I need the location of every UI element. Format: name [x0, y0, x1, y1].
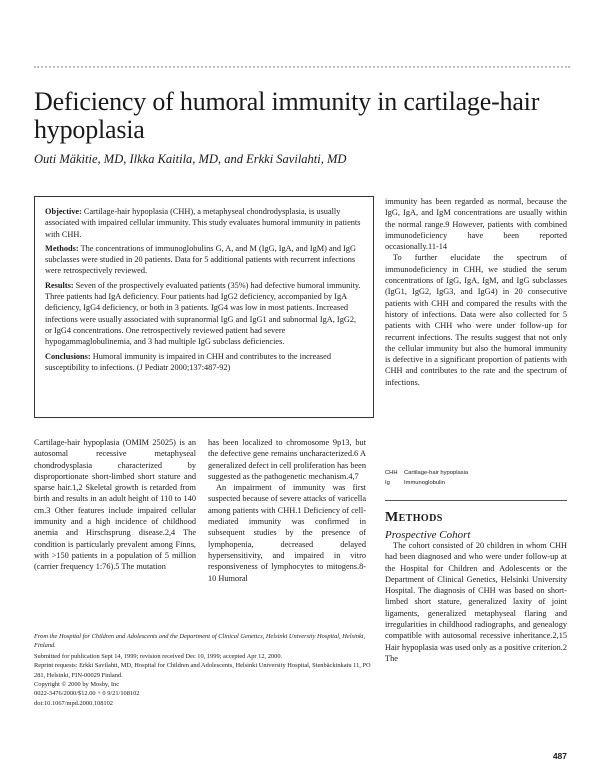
- abstract-conclusions: Conclusions: Humoral immunity is impaired in CHH and contributes to the increased susceptibility to infections. (J Pediatr 2000;137:487-92): [45, 351, 331, 372]
- intro-paragraph-3: To further elucidate the spectrum of immunodeficiency in CHH, we studied the serum concentrations of IgG, IgA, IgM, and IgG subclasses (IgG1, IgG2, IgG3, and IgG4) in 20 consecutive patients with CHH and compared the results with the history of infections. Data were also collected for 5 patients with CHH who were under follow-up for recurrent infections. The results suggest that not only the cellular immunity but also the humoral immunity is defective in a significant proportion of patients with CHH and contributes to the rate and the spectrum of infections.: [385, 253, 567, 387]
- doi-line: doi:10.1067/mpd.2000.108102: [34, 699, 113, 707]
- reprint-requests: Reprint requests: Erkki Savilahti, MD, Hospital for Children and Adolescents, Helsinki University Hospital, Stenbäckinkatu 11, PO 281, Helsinki, FIN-00029 Finland.: [34, 662, 371, 679]
- issn-line: 0022-3476/2000/$12.00 + 0 9/21/108102: [34, 690, 140, 698]
- body-column-1: [34, 437, 196, 573]
- intro-paragraph-1-cont: has been localized to chromosome 9p13, but the defective gene remains uncharacterized.6 A generalized defect in cell proliferation has been suggested as the pathogenetic mechanism.4,7: [208, 438, 366, 481]
- body-column-2: [208, 437, 366, 584]
- methods-paragraph-1: The cohort consisted of 20 children in whom CHH had been diagnosed and who were under follow-up at the Hospital for Children and Adolescents or the Department of Clinical Genetics, Helsinki University Hospital. The diagnosis of CHH was based on short-limbed short stature, generalized laxity of joint ligaments, generalized metaphyseal flaring and irregularities in childhood radiographs, and genealogy compatible with autosomal recessive inheritance.2,15 Hair hypoplasia was used only as a positive criterion.2 The: [385, 541, 567, 663]
- methods-heading: Methods: [385, 510, 443, 525]
- body-column-4: [385, 540, 567, 664]
- prospective-cohort-heading: Prospective Cohort: [385, 529, 471, 541]
- body-column-3: [385, 196, 567, 388]
- page-number: 487: [552, 751, 567, 761]
- abstract-methods: Methods: The concentrations of immunoglobulins G, A, and M (IgG, IgA, and IgM) and IgG subclasses were studied in 20 patients. Data for 5 additional patients with recurrent infections were retrospectively reviewed.: [45, 243, 356, 276]
- abbreviation-row: CHH Cartilage-hair hypoplasia: [385, 470, 469, 476]
- abbreviation-row: Ig Immunoglobulin: [385, 480, 445, 486]
- copyright-line: Copyright © 2000 by Mosby, Inc: [34, 681, 120, 689]
- article-title: [34, 88, 554, 144]
- intro-paragraph-2: An impairment of immunity was first suspected because of severe attacks of varicella among patients with CHH.1 Deficiency of cell-mediated immunity was confirmed in subsequent studies by the presence of lymphopenia, decreased delayed hypersensitivity, and impaired in vitro responsiveness of lymphocytes to mitogens.8-10 Humoral: [208, 483, 366, 583]
- abstract-box: [34, 196, 374, 418]
- header-dotted-rule: [34, 66, 570, 68]
- abbreviations-divider: [385, 500, 567, 501]
- abbreviations-box: [385, 468, 567, 488]
- author-list: Outi Mäkitie, MD, Ilkka Kaitila, MD, and Erkki Savilahti, MD: [34, 152, 347, 166]
- affiliation-note: From the Hospital for Children and Adolescents and the Department of Clinical Genetics, Helsinki University Hospital, Helsinki, Finland.: [34, 633, 366, 650]
- abstract-objective: Objective: Cartilage-hair hypoplasia (CHH), a metaphyseal chondrodysplasia, is usually associated with impaired cellular immunity. This study evaluates humoral immunity in patients with CHH.: [45, 207, 361, 239]
- title-text: Deficiency of humoral immunity in cartilage-hair hypoplasia: [34, 87, 540, 144]
- intro-paragraph-2-cont: immunity has been regarded as normal, because the IgG, IgA, and IgM concentrations are usually within the normal range.9 However, patients with combined immunodeficiency have been reported occasionally.11-14: [385, 197, 567, 252]
- intro-paragraph-1: Cartilage-hair hypoplasia (OMIM 25025) is an autosomal recessive metaphyseal chondrodysplasia characterized by disproportionate short-limbed short stature and sparse hair.1,2 Skeletal growth is retarded from birth and results in an adult height of 110 to 140 cm.3 Other features include impaired cellular immunity and a high incidence of childhood anemia and Hirschsprung disease.2,4 The condition is particularly prevalent among Finns, with >150 patients in a population of 5 million (carrier frequency 1:76).5 The mutation: [34, 438, 196, 572]
- article-footnotes: [34, 632, 374, 708]
- submission-dates: Submitted for publication Sept 14, 1999; revision received Dec 10, 1999; accepted Apr 12, 2000.: [34, 652, 283, 660]
- abstract-results: Results: Seven of the prospectively evaluated patients (35%) had defective humoral immunity. Three patients had IgA deficiency. Four patients had IgG2 deficiency, accompanied by IgA deficiency, IgG4 deficiency, or both in 3 patients. IgG4 was low in most patients. Increased infections were usually associated with supranormal IgG and IgG1 and subnormal IgA, IgG2, or IgG4 concentrations. One retrospectively reviewed patient had severe hypogammaglobulinemia, and 3 had multiple IgG subclass deficiencies.: [45, 280, 361, 347]
